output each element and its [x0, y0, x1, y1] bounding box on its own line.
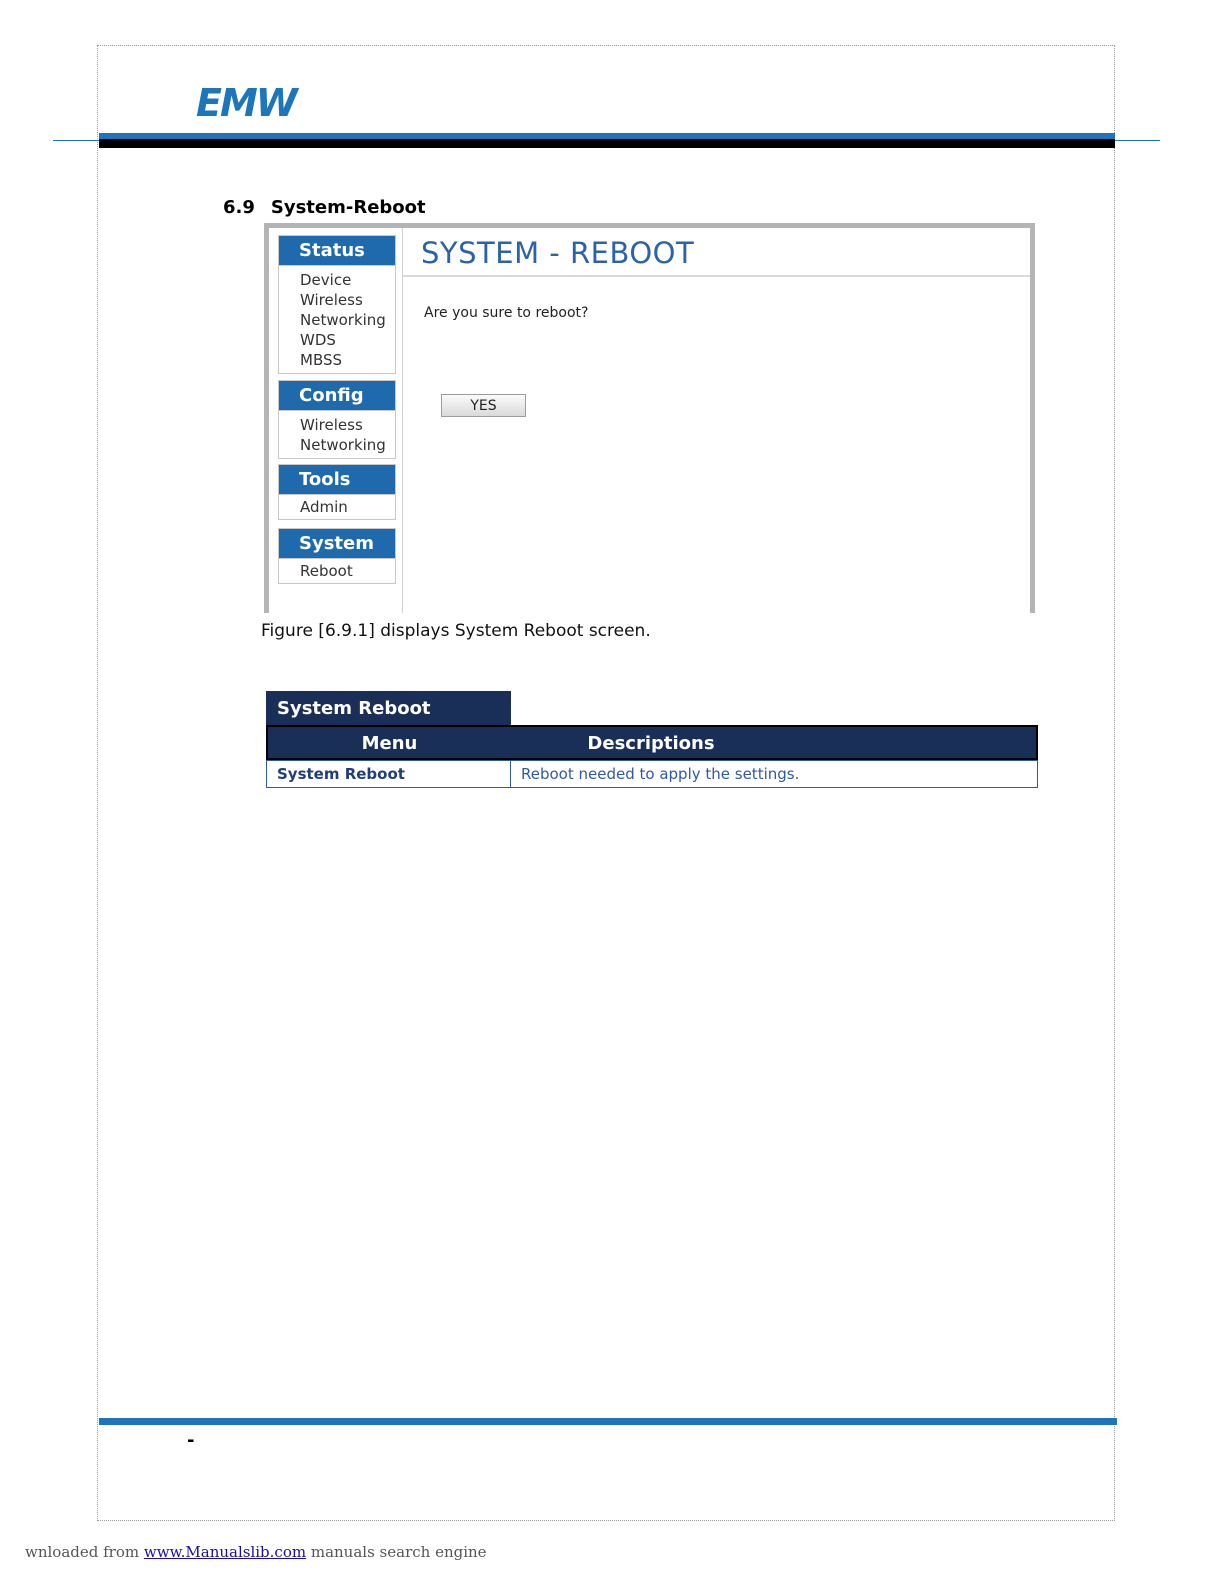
menu-group-tools — [278, 464, 396, 520]
menu-heading-system[interactable]: System — [279, 529, 395, 559]
emw-logo: EMW — [196, 81, 296, 125]
menu-item-reboot[interactable]: Reboot — [300, 562, 353, 580]
menu-heading-tools[interactable]: Tools — [279, 465, 395, 495]
menu-item-wds[interactable]: WDS — [300, 331, 336, 349]
menu-item-networking-config[interactable]: Networking — [300, 436, 386, 454]
menu-item-networking-status[interactable]: Networking — [300, 311, 386, 329]
menu-group-status — [278, 235, 396, 374]
footer-blue-bar — [99, 1418, 1117, 1425]
title-divider — [403, 275, 1030, 277]
download-prefix: wnloaded from — [25, 1543, 140, 1561]
menu-item-admin[interactable]: Admin — [300, 498, 348, 516]
menu-item-wireless-status[interactable]: Wireless — [300, 291, 363, 309]
menu-group-system — [278, 528, 396, 584]
main-panel — [403, 228, 1030, 613]
table-header — [266, 725, 1038, 760]
menu-group-config — [278, 380, 396, 459]
header-rule-right — [1115, 140, 1160, 141]
yes-button[interactable]: YES — [441, 394, 526, 417]
header-rule-left — [53, 140, 99, 141]
footer-dash: - — [187, 1430, 195, 1451]
section-title: System-Reboot — [270, 197, 426, 218]
menu-item-wireless-config[interactable]: Wireless — [300, 416, 363, 434]
table-title: System Reboot — [266, 691, 511, 725]
reboot-screenshot — [264, 223, 1035, 613]
menu-heading-config[interactable]: Config — [279, 381, 395, 411]
row-description: Reboot needed to apply the settings. — [521, 765, 800, 783]
reboot-question: Are you sure to reboot? — [424, 305, 589, 321]
page-title: SYSTEM - REBOOT — [421, 236, 695, 270]
menu-item-device[interactable]: Device — [300, 271, 352, 289]
menu-item-mbss[interactable]: MBSS — [300, 351, 343, 369]
menu-heading-status[interactable]: Status — [279, 236, 395, 266]
manualslib-link[interactable]: www.Manualslib.com — [143, 1543, 307, 1561]
section-number: 6.9 — [223, 197, 255, 218]
figure-caption: Figure [6.9.1] displays System Reboot screen. — [261, 621, 651, 641]
row-menu: System Reboot — [267, 761, 511, 787]
section-heading — [223, 197, 426, 218]
download-suffix: manuals search engine — [310, 1543, 487, 1561]
download-note — [25, 1543, 487, 1561]
header-menu: Menu — [361, 733, 418, 754]
header-black-bar — [99, 139, 1115, 148]
header-descriptions: Descriptions — [587, 733, 715, 754]
table-row — [266, 760, 1038, 788]
sidebar — [269, 228, 403, 613]
